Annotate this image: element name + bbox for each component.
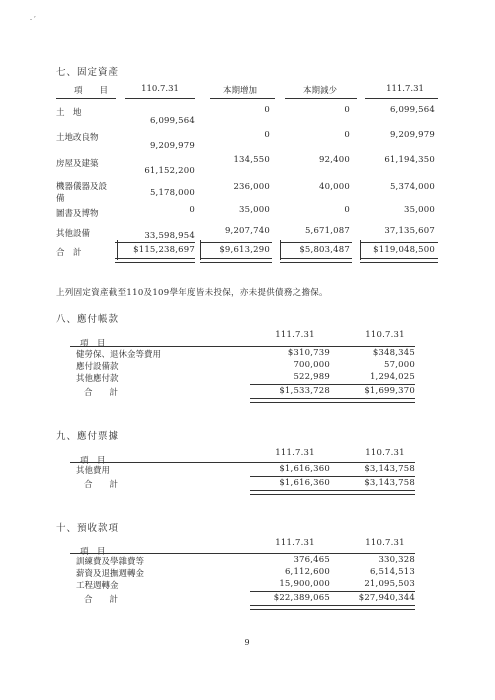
s7-row-item: 房屋及建築 <box>56 159 99 169</box>
s8-total-rule <box>250 384 415 385</box>
s7-row-close: 61,194,350 <box>384 155 435 165</box>
s9-header-a: 111.7.31 <box>275 448 315 458</box>
s7-row-inc: 0 <box>264 105 270 115</box>
s7-row-open: 6,099,564 <box>149 116 195 126</box>
s7-row-open: 5,178,000 <box>149 188 195 198</box>
s8-total-a: $1,533,728 <box>279 386 330 396</box>
section-7-title: 七、固定資產 <box>56 67 120 78</box>
s7-total-open: $115,238,697 <box>133 245 195 255</box>
s10-row-item: 薪資及退撫週轉金 <box>76 569 145 579</box>
corner-mark: - ’ <box>30 16 36 23</box>
s7-double-rule <box>280 258 352 263</box>
s8-row-item: 其他應付款 <box>76 374 119 384</box>
s7-row-dec: 0 <box>344 205 350 215</box>
s7-header-item: 項 目 <box>73 86 108 96</box>
s7-total-rule <box>280 242 352 243</box>
s7-total-rule <box>115 242 195 243</box>
s10-header-a: 111.7.31 <box>275 538 315 548</box>
s8-header-item: 項 目 <box>80 339 106 349</box>
s10-row-a: 6,112,600 <box>284 567 330 577</box>
s10-header-item: 項 目 <box>80 547 106 557</box>
s10-row-b: 21,095,503 <box>364 579 415 589</box>
s7-row-inc: 35,000 <box>239 205 270 215</box>
s7-row-dec: 5,671,087 <box>304 226 350 236</box>
s8-header-a: 111.7.31 <box>275 330 315 340</box>
s7-total-label: 合 計 <box>56 248 82 258</box>
s10-row-b: 330,328 <box>378 555 415 565</box>
s8-row-item: 應付設備款 <box>76 362 119 372</box>
s10-header-b: 110.7.31 <box>365 538 405 548</box>
s7-double-rule <box>200 258 272 263</box>
s8-header-rule <box>70 346 415 347</box>
s10-double-rule <box>250 605 415 610</box>
s8-header-b: 110.7.31 <box>365 330 405 340</box>
s7-row-inc: 134,550 <box>233 155 270 165</box>
s10-header-rule <box>70 553 415 554</box>
s7-row-dec: 92,400 <box>319 155 350 165</box>
section-9-title: 九、應付票據 <box>56 431 120 442</box>
s7-row-inc: 236,000 <box>233 182 270 192</box>
s8-double-rule <box>250 398 415 403</box>
s10-total-rule <box>250 591 415 592</box>
s7-total-inc: $9,613,290 <box>219 245 270 255</box>
s8-row-item: 健勞保、退休金等費用 <box>76 350 162 360</box>
section-8-title: 八、應付帳款 <box>56 314 120 325</box>
s7-row-inc: 0 <box>264 130 270 140</box>
insurance-note: 上列固定資產截至110及109學年度皆未投保，亦未提供債務之擔保。 <box>56 288 328 298</box>
s8-total-b: $1,699,370 <box>364 386 415 396</box>
s8-row-a: $310,739 <box>287 348 330 358</box>
s7-row-item: 其他設備 <box>56 229 91 239</box>
s7-row-item: 機器儀器及設 <box>56 182 108 192</box>
s7-header-open: 110.7.31 <box>141 84 179 94</box>
s9-total-label: 合 計 <box>84 480 119 490</box>
page-number: 9 <box>244 638 250 647</box>
s7-header-rule <box>210 98 275 99</box>
s7-double-rule <box>360 258 438 263</box>
s7-row-close: 9,209,979 <box>389 130 435 140</box>
s7-row-open: 0 <box>189 205 195 215</box>
s7-row-open: 61,152,200 <box>144 166 195 176</box>
s7-header-close: 111.7.31 <box>386 84 424 94</box>
s9-total-a: $1,616,360 <box>279 478 330 488</box>
s8-row-a: 700,000 <box>293 360 330 370</box>
s7-row-open: 33,598,954 <box>144 231 195 241</box>
s7-row-close: 35,000 <box>404 205 435 215</box>
s7-row-close: 5,374,000 <box>389 182 435 192</box>
s10-total-b: $27,940,344 <box>358 593 415 603</box>
s9-row-b: $3,143,758 <box>364 464 415 474</box>
s7-header-rule <box>285 98 357 99</box>
s9-row-item: 其他費用 <box>76 466 111 476</box>
s9-row-a: $1,616,360 <box>279 464 330 474</box>
s9-header-b: 110.7.31 <box>365 448 405 458</box>
s7-header-rule <box>56 98 116 99</box>
s8-row-b: 57,000 <box>384 360 415 370</box>
s9-header-rule <box>70 462 415 463</box>
s10-total-a: $22,389,065 <box>273 593 330 603</box>
s7-header-rule <box>365 98 438 99</box>
s7-row-item: 土 地 <box>56 108 82 118</box>
s7-total-dec: $5,803,487 <box>299 245 350 255</box>
s8-row-b: 1,294,025 <box>369 372 415 382</box>
s9-double-rule <box>250 490 415 495</box>
s9-total-rule <box>250 476 415 477</box>
s7-row-dec: 0 <box>344 130 350 140</box>
s8-row-b: $348,345 <box>372 348 415 358</box>
s7-header-dec: 本期減少 <box>302 86 337 96</box>
s7-row-dec: 40,000 <box>319 182 350 192</box>
s9-total-b: $3,143,758 <box>364 478 415 488</box>
s7-row-item-cont: 備 <box>56 194 65 204</box>
s10-row-a: 15,900,000 <box>279 579 330 589</box>
s9-header-item: 項 目 <box>80 456 106 466</box>
s8-row-a: 522,989 <box>293 372 330 382</box>
s10-total-label: 合 計 <box>84 595 119 605</box>
s7-row-open: 9,209,979 <box>149 141 195 151</box>
s7-row-item: 土地改良物 <box>56 133 99 143</box>
s7-total-rule <box>360 242 438 243</box>
s10-row-b: 6,514,513 <box>369 567 415 577</box>
s7-row-inc: 9,207,740 <box>224 226 270 236</box>
s7-row-dec: 0 <box>344 105 350 115</box>
s7-total-rule <box>200 242 272 243</box>
s7-double-rule <box>115 258 195 263</box>
s7-row-item: 圖書及博物 <box>56 209 99 219</box>
section-10-title: 十、預收款項 <box>56 523 120 534</box>
s8-total-label: 合 計 <box>84 388 119 398</box>
s7-row-close: 6,099,564 <box>389 105 435 115</box>
s10-row-a: 376,465 <box>293 555 330 565</box>
s7-total-close: $119,048,500 <box>373 245 435 255</box>
s10-row-item: 訓練費及學雜費等 <box>76 557 145 567</box>
s10-row-item: 工程週轉金 <box>76 581 119 591</box>
s7-row-close: 37,135,607 <box>384 226 435 236</box>
s7-header-rule <box>125 98 195 99</box>
s7-header-inc: 本期增加 <box>222 86 257 96</box>
